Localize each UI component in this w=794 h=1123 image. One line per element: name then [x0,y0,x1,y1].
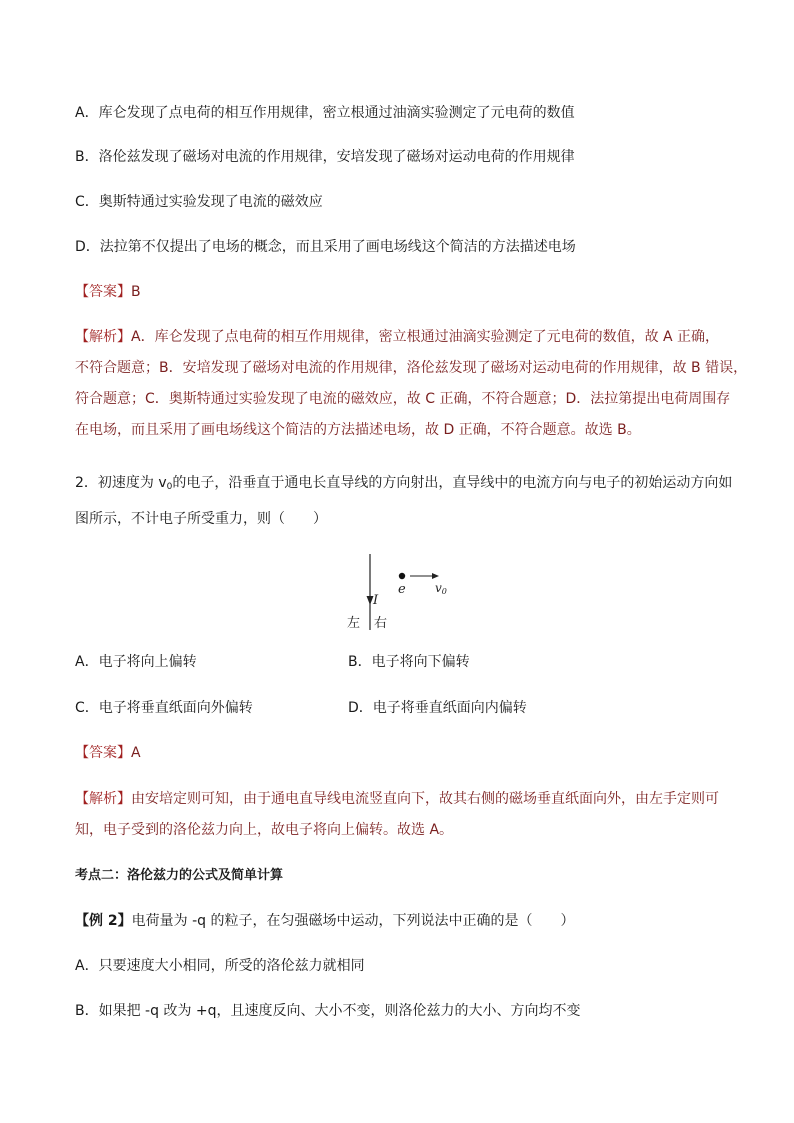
velocity-arrow-icon [432,573,439,579]
ex2-tag: 【例 2】 [75,913,132,929]
answer-value: A [131,745,141,761]
velocity-subscript: 0 [441,587,447,596]
stem-text: 2．初速度为 v [75,475,167,491]
q1-option-c: C．奥斯特通过实验发现了电流的磁效应 [75,194,323,210]
q1-option-d: D．法拉第不仅提出了电场的概念，而且采用了画电场线这个简洁的方法描述电场 [75,239,576,255]
q2-option-a: A．电子将向上偏转 [75,654,197,670]
section-title: 考点二：洛伦兹力的公式及简单计算 [75,868,284,883]
q2-stem-line-2: 图所示，不计电子所受重力，则（ ） [75,511,327,527]
answer-value: B [131,284,141,300]
ex2-option-b: B．如果把 -q 改为 +q，且速度反向、大小不变，则洛伦兹力的大小、方向均不变 [75,1003,581,1019]
q2-analysis-line-1 [75,789,719,809]
q2-answer [75,743,141,763]
analysis-text: A．库仑发现了点电荷的相互作用规律，密立根通过油滴实验测定了元电荷的数值，故 A 正确， [131,329,720,345]
electron-label: e [398,582,406,597]
analysis-tag: 【解析】 [75,329,131,345]
stem-text: 的电子，沿垂直于通电长直导线的方向射出，直导线中的电流方向与电子的初始运动方向如 [172,475,733,491]
q1-option-b: B．洛伦兹发现了磁场对电流的作用规律，安培发现了磁场对运动电荷的作用规律 [75,149,575,165]
q1-analysis-line-1 [75,327,719,347]
q2-stem-line-1 [75,473,732,497]
left-label: 左 [347,616,361,631]
analysis-text: 由安培定则可知，由于通电直导线电流竖直向下，故其右侧的磁场垂直纸面向外，由左手定则可 [131,791,719,807]
right-label: 右 [374,616,388,631]
q1-option-a: A．库仑发现了点电荷的相互作用规律，密立根通过油滴实验测定了元电荷的数值 [75,105,575,121]
velocity-symbol: v [435,581,442,595]
ex2-stem [75,911,574,931]
q2-option-c: C．电子将垂直纸面向外偏转 [75,700,253,716]
q2-analysis-line-2: 知，电子受到的洛伦兹力向上，故电子将向上偏转。故选 A。 [75,822,454,838]
current-label: I [373,593,379,608]
q2-option-d: D．电子将垂直纸面向内偏转 [348,700,527,716]
ex2-option-a: A．只要速度大小相同，所受的洛伦兹力就相同 [75,958,365,974]
analysis-tag: 【解析】 [75,791,131,807]
q1-analysis-line-3: 符合题意；C．奥斯特通过实验发现了电流的磁效应，故 C 正确，不符合题意；D．法拉第提出电荷周围存 [75,391,731,407]
velocity-label [435,581,447,596]
ex2-stem-text: 电荷量为 -q 的粒子，在匀强磁场中运动，下列说法中正确的是（ ） [131,913,575,929]
electron-dot-icon [399,573,405,579]
q1-analysis-line-2: 不符合题意；B．安培发现了磁场对电流的作用规律，洛伦兹发现了磁场对运动电荷的作用规律，故 B 错误， [75,360,748,376]
q2-figure [340,548,460,638]
q1-analysis-line-4: 在电场，而且采用了画电场线这个简洁的方法描述电场，故 D 正确，不符合题意。故选 B。 [75,422,641,438]
answer-tag: 【答案】 [75,745,131,761]
q1-answer [75,282,141,302]
q2-option-b: B．电子将向下偏转 [348,654,470,670]
answer-tag: 【答案】 [75,284,131,300]
stem-subscript: 0 [166,482,173,492]
